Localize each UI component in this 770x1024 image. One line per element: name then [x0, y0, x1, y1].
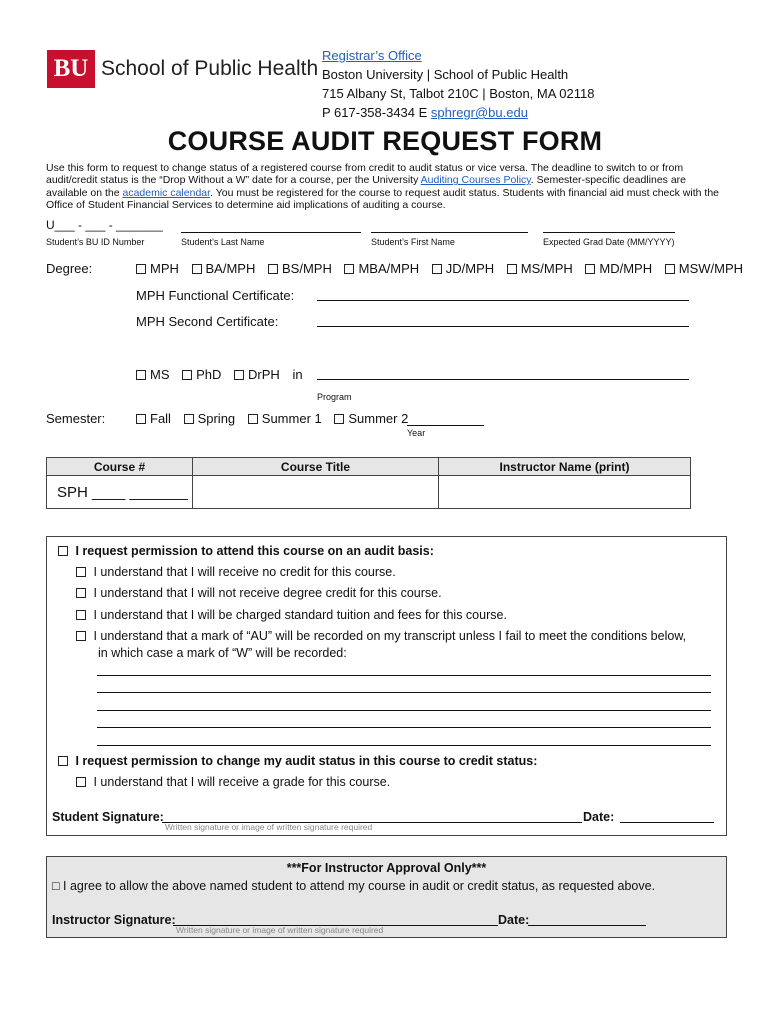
- degree-option[interactable]: MD/MPH: [585, 261, 652, 276]
- year-field[interactable]: [407, 425, 484, 426]
- degree-option[interactable]: MS/MPH: [507, 261, 573, 276]
- credit-ack-item[interactable]: I understand that I will receive a grade for this course.: [76, 775, 390, 789]
- bu-id-field[interactable]: U___ - ___ - _______: [46, 218, 163, 232]
- degree-options: [136, 261, 743, 276]
- instructor-signature-hint: Written signature or image of written signature required: [176, 925, 384, 935]
- bu-id-label: Student’s BU ID Number: [46, 237, 145, 247]
- checkbox-icon[interactable]: [507, 264, 517, 274]
- checkbox-icon[interactable]: [76, 588, 86, 598]
- credit-request-option[interactable]: I request permission to change my audit status in this course to credit status:: [58, 754, 537, 768]
- conditions-line[interactable]: [97, 692, 711, 693]
- form-title: COURSE AUDIT REQUEST FORM: [167, 126, 603, 156]
- auditing-policy-link[interactable]: Auditing Courses Policy: [420, 174, 531, 187]
- conditions-line[interactable]: [97, 745, 711, 746]
- degree-option[interactable]: BA/MPH: [192, 261, 256, 276]
- address-line-2: 715 Albany St, Talbot 210C | Boston, MA 02118: [322, 86, 595, 101]
- degree-option[interactable]: MPH: [136, 261, 179, 276]
- semester-option[interactable]: Fall: [136, 411, 171, 426]
- audit-ack-item-continued: in which case a mark of “W” will be recorded:: [98, 646, 347, 660]
- degree-option[interactable]: MBA/MPH: [344, 261, 419, 276]
- academic-calendar-link[interactable]: academic calendar: [122, 186, 211, 199]
- intro-text-3: . You must be registered for the course to request audit status. Students with financial aid must check with the Office of Student Financial Services to determine aid implications of auditing a course.: [46, 186, 719, 211]
- intro-paragraph: [46, 162, 726, 211]
- grad-date-label: Expected Grad Date (MM/YYYY): [543, 237, 675, 247]
- intro-text-2: . Semester-specific deadlines are available on the: [46, 174, 687, 199]
- instructor-heading: ***For Instructor Approval Only***: [286, 861, 487, 875]
- last-name-field[interactable]: [181, 232, 361, 233]
- semester-option[interactable]: Spring: [184, 411, 236, 426]
- checkbox-icon[interactable]: [136, 264, 146, 274]
- semester-options: [136, 411, 408, 426]
- course-number-cell[interactable]: SPH ____ _______: [47, 476, 193, 509]
- office-address: [322, 46, 594, 122]
- degree-option[interactable]: MSW/MPH: [665, 261, 743, 276]
- degree-label: Degree:: [46, 261, 93, 276]
- conditions-line[interactable]: [97, 727, 711, 728]
- checkbox-icon[interactable]: [136, 414, 146, 424]
- grad-date-field[interactable]: [543, 232, 675, 233]
- intro-text-1: Use this form to request to change status of a registered course from credit to audit status or vice versa. The deadline to switch to or from audit/credit status is the “Drop Without a W” date for a course, per the University: [46, 162, 684, 187]
- student-signature-label: Student Signature:: [52, 810, 164, 824]
- audit-ack-item[interactable]: I understand that I will be charged standard tuition and fees for this course.: [76, 608, 507, 622]
- instructor-name-header: Instructor Name (print): [439, 458, 691, 476]
- audit-request-box: [46, 536, 727, 836]
- table-header-row: [47, 458, 691, 476]
- degree-option[interactable]: PhD: [182, 367, 221, 382]
- checkbox-icon[interactable]: [182, 370, 192, 380]
- instructor-date-label: Date:: [498, 913, 530, 927]
- degree-option[interactable]: BS/MPH: [268, 261, 332, 276]
- instructor-name-cell[interactable]: [439, 476, 691, 509]
- checkbox-icon[interactable]: [76, 777, 86, 787]
- other-degree-options: [136, 367, 303, 382]
- program-label: Program: [317, 392, 352, 402]
- checkbox-icon[interactable]: [136, 370, 146, 380]
- second-cert-field[interactable]: [317, 326, 689, 327]
- phone-text: P 617-358-3434 E: [322, 105, 431, 120]
- conditions-line[interactable]: [97, 675, 711, 676]
- degree-option[interactable]: DrPH: [234, 367, 280, 382]
- checkbox-icon[interactable]: [192, 264, 202, 274]
- office-link[interactable]: Registrar’s Office: [322, 48, 422, 63]
- second-cert-label: MPH Second Certificate:: [136, 314, 279, 329]
- course-title-cell[interactable]: [193, 476, 439, 509]
- email-link[interactable]: sphregr@bu.edu: [430, 105, 528, 120]
- checkbox-icon[interactable]: [234, 370, 244, 380]
- last-name-label: Student’s Last Name: [181, 237, 265, 247]
- semester-option[interactable]: Summer 1: [248, 411, 322, 426]
- logo-name: School of Public Health: [101, 57, 319, 80]
- checkbox-icon[interactable]: [248, 414, 258, 424]
- instructor-signature-label: Instructor Signature:: [52, 913, 176, 927]
- checkbox-icon[interactable]: [334, 414, 344, 424]
- audit-ack-item[interactable]: I understand that I will not receive degree credit for this course.: [76, 586, 442, 600]
- year-label: Year: [407, 428, 426, 438]
- first-name-field[interactable]: [371, 232, 528, 233]
- student-date-field[interactable]: [620, 822, 714, 823]
- bu-logo-mark: BU: [47, 50, 95, 88]
- checkbox-icon[interactable]: [76, 610, 86, 620]
- program-field[interactable]: [317, 379, 689, 380]
- audit-request-option[interactable]: I request permission to attend this course on an audit basis:: [58, 544, 434, 558]
- instructor-date-field[interactable]: [528, 925, 646, 926]
- checkbox-icon[interactable]: [268, 264, 278, 274]
- semester-option[interactable]: Summer 2: [334, 411, 408, 426]
- checkbox-icon[interactable]: [58, 546, 68, 556]
- audit-ack-item[interactable]: I understand that a mark of “AU” will be recorded on my transcript unless I fail to meet the conditions below,: [76, 629, 686, 643]
- first-name-label: Student’s First Name: [371, 237, 455, 247]
- instructor-agree-option[interactable]: □ I agree to allow the above named student to attend my course in audit or credit status, as requested above.: [52, 879, 656, 893]
- bu-sph-logo: [47, 50, 318, 88]
- course-number-header: Course #: [47, 458, 193, 476]
- contact-line: [322, 103, 594, 122]
- functional-cert-field[interactable]: [317, 300, 689, 301]
- checkbox-icon[interactable]: [585, 264, 595, 274]
- checkbox-icon[interactable]: [76, 567, 86, 577]
- checkbox-icon[interactable]: [432, 264, 442, 274]
- checkbox-icon[interactable]: [58, 756, 68, 766]
- table-row: [47, 476, 691, 509]
- in-word: in: [292, 367, 303, 382]
- degree-option[interactable]: MS: [136, 367, 170, 382]
- checkbox-icon[interactable]: [76, 631, 86, 641]
- functional-cert-label: MPH Functional Certificate:: [136, 288, 295, 303]
- address-line-1: Boston University | School of Public Health: [322, 67, 569, 82]
- checkbox-icon[interactable]: [665, 264, 675, 274]
- degree-option[interactable]: JD/MPH: [432, 261, 494, 276]
- course-table: [46, 457, 691, 509]
- conditions-line[interactable]: [97, 710, 711, 711]
- student-signature-hint: Written signature or image of written signature required: [165, 822, 373, 832]
- checkbox-icon[interactable]: [344, 264, 354, 274]
- audit-ack-item[interactable]: I understand that I will receive no credit for this course.: [76, 565, 396, 579]
- semester-label: Semester:: [46, 411, 106, 426]
- student-date-label: Date:: [583, 810, 615, 824]
- course-title-header: Course Title: [193, 458, 439, 476]
- checkbox-icon[interactable]: [184, 414, 194, 424]
